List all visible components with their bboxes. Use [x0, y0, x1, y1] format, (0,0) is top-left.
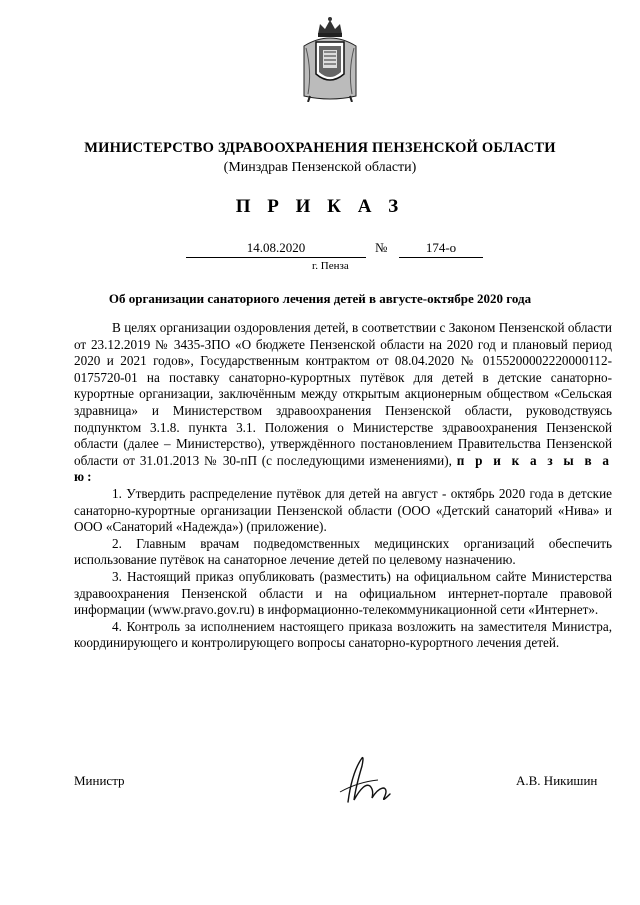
- number-sign: №: [375, 240, 388, 255]
- order-city: г. Пенза: [312, 260, 349, 272]
- order-subject: Об организации санаториого лечения детей в августе-октябре 2020 года: [108, 291, 532, 306]
- handwritten-signature: [334, 752, 396, 808]
- order-title: П Р И К А З: [235, 196, 405, 217]
- item-1: 1. Утвердить распределение путёвок для детей на август - октябрь 2020 года в детские санаторно-курортные организации Пензенской области (ООО «Детский санаторий «Нива» и ООО «Санаторий «Надежда») (приложение).: [74, 485, 612, 535]
- preamble-paragraph: [74, 320, 612, 486]
- order-date: 14.08.2020: [186, 240, 366, 258]
- item-3: 3. Настоящий приказ опубликовать (разместить) на официальном сайте Министерства здравоохранения Пензенской области и на официальном интернет-портале правовой информации (www.pravo.gov.ru) в информационно-телекоммуникационной сети «Интернет».: [74, 568, 612, 618]
- ministry-name: МИНИСТЕРСТВО ЗДРАВООХРАНЕНИЯ ПЕНЗЕНСКОЙ ОБЛАСТИ: [84, 140, 556, 156]
- item-2: 2. Главным врачам подведомственных медицинских организаций обеспечить использование путёвок на санаторное лечение детей по целевому назначению.: [74, 535, 612, 568]
- order-word: п р и к а з ы в а ю:: [74, 452, 613, 485]
- order-body: [74, 320, 612, 652]
- item-4: 4. Контроль за исполнением настоящего приказа возложить на заместителя Министра, координирующего и контролирующего вопросы санаторно-курортного лечения детей.: [74, 618, 612, 651]
- ministry-short-name: (Минздрав Пензенской области): [223, 160, 417, 175]
- preamble-text: В целях организации оздоровления детей, в соответствии с Законом Пензенской области от 23.12.2019 № 3435-ЗПО «О бюджете Пензенской области на 2020 год и плановый период 2020 и 2021 годов», Государственным контрактом от 08.04.2020 № 0155200002220000112-0175720-01 на поставку санаторно-курортных путёвок для детей в детские санаторно-курортные организации, заключённым между открытым акционерным обществом «Сельская здравница» и Министерством здравоохранения Пензенской области, руководствуясь подпунктом 3.1.8. пункта 3.1. Положения о Министерстве здравоохранения Пензенской области (далее – Министерство), утверждённого постановлением Правительства Пензенской области от 31.01.2013 № 30-пП (с последующими изменениями),: [74, 320, 612, 468]
- coat-of-arms-icon: [298, 16, 362, 102]
- signatory-name: А.В. Никишин: [516, 773, 598, 788]
- order-number: 174-о: [399, 240, 483, 258]
- signatory-position: Министр: [74, 773, 125, 788]
